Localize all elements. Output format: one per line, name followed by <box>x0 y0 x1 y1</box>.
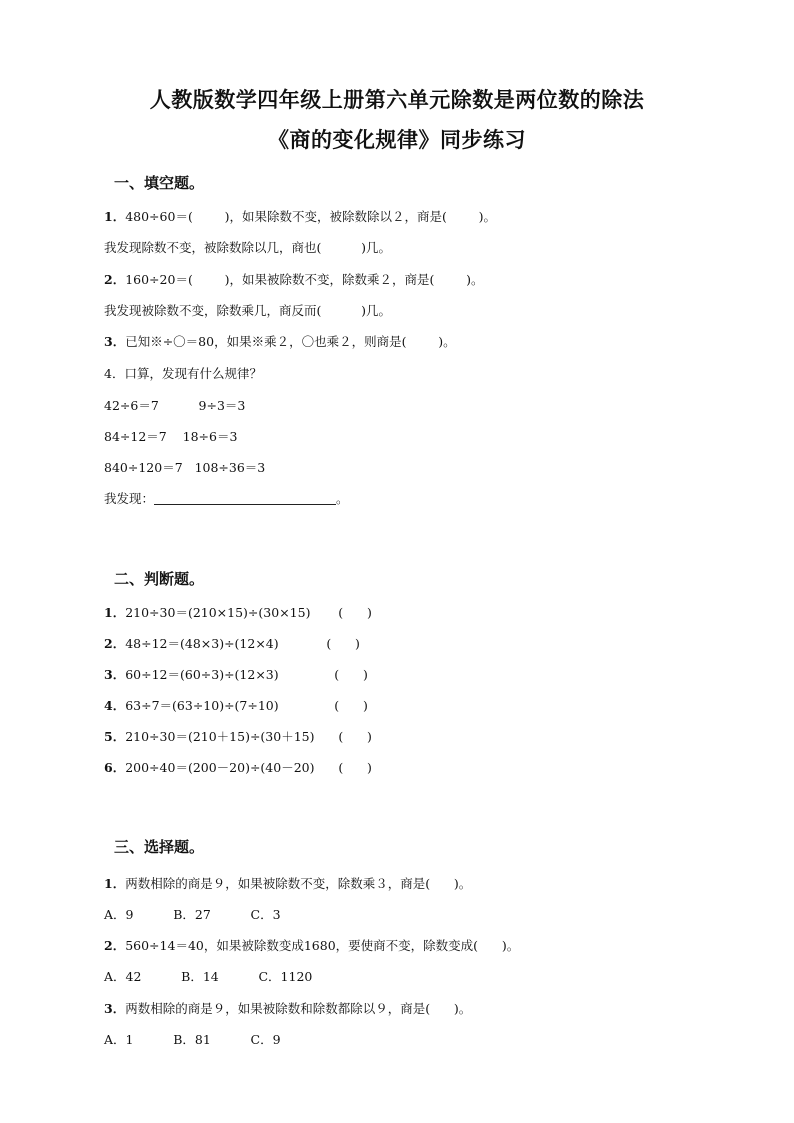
judge-item-2 <box>104 634 360 652</box>
question-number: 3． <box>104 334 126 349</box>
question-number: 3． <box>104 667 126 682</box>
question-text: 560÷14＝40，如果被除数变成1680，要使商不变，除数变成( )。 <box>125 938 520 953</box>
question-text: 两数相除的商是９，如果被除数不变，除数乘３，商是( )。 <box>125 876 472 891</box>
question-number: 6． <box>104 760 126 775</box>
answer-blank <box>154 492 336 505</box>
choice-options-3: A．1 B．81 C．9 <box>104 1032 281 1047</box>
question-text: 60÷12＝(60÷3)÷(12×3) ( ) <box>125 667 368 682</box>
choice-options-1: A．9 B．27 C．3 <box>104 907 281 922</box>
question-text: 200÷40＝(200－20)÷(40－20) ( ) <box>125 760 372 775</box>
calc-row-3: 840÷120＝7 108÷36＝3 <box>104 460 266 475</box>
calc-row-1: 42÷6＝7 9÷3＝3 <box>104 398 246 413</box>
found-label: 我发现： <box>104 491 155 506</box>
question-text: 63÷7＝(63÷10)÷(7÷10) ( ) <box>125 698 368 713</box>
section-heading-fill: 一、填空题。 <box>114 174 205 192</box>
question-number: 5． <box>104 729 126 744</box>
section-heading-choice: 三、选择题。 <box>114 838 205 856</box>
choice-question-2 <box>104 936 519 954</box>
section-heading-judge: 二、判断题。 <box>114 570 205 588</box>
calc-row-2: 84÷12＝7 18÷6＝3 <box>104 429 238 444</box>
fill-question-3 <box>104 332 456 350</box>
judge-item-5 <box>104 727 372 745</box>
question-text: 210÷30＝(210＋15)÷(30＋15) ( ) <box>125 729 372 744</box>
fill-question-2 <box>104 270 484 288</box>
worksheet-title-line1: 人教版数学四年级上册第六单元除数是两位数的除法 <box>149 87 645 112</box>
found-end: 。 <box>336 491 349 506</box>
question-text: 480÷60＝( )，如果除数不变，被除数除以２，商是( )。 <box>125 209 497 224</box>
choice-options-2: A．42 B．14 C．1120 <box>104 969 313 984</box>
question-number: 2． <box>104 636 126 651</box>
fill-question-4: 4．口算，发现有什么规律？ <box>104 366 262 381</box>
fill-question-2-followup: 我发现被除数不变，除数乘几，商反而( )几。 <box>104 303 391 318</box>
judge-item-6 <box>104 758 372 776</box>
judge-item-4 <box>104 696 368 714</box>
question-number: 3． <box>104 1001 126 1016</box>
fill-question-1-followup: 我发现除数不变，被除数除以几，商也( )几。 <box>104 240 391 255</box>
question-number: 2． <box>104 272 126 287</box>
choice-question-1 <box>104 874 471 892</box>
judge-item-1 <box>104 603 372 621</box>
question-text: 160÷20＝( )，如果被除数不变，除数乘２，商是( )。 <box>125 272 484 287</box>
worksheet-title-line2: 《商的变化规律》同步练习 <box>268 127 526 152</box>
choice-question-3 <box>104 999 471 1017</box>
question-number: 1． <box>104 605 126 620</box>
question-number: 1． <box>104 876 126 891</box>
fill-question-1 <box>104 207 496 225</box>
question-text: 210÷30＝(210×15)÷(30×15) ( ) <box>125 605 372 620</box>
question-number: 1． <box>104 209 126 224</box>
judge-item-3 <box>104 665 368 683</box>
question-text: 48÷12＝(48×3)÷(12×4) ( ) <box>125 636 360 651</box>
question-number: 2． <box>104 938 126 953</box>
question-number: 4． <box>104 698 126 713</box>
question-text: 已知※÷〇＝80，如果※乘２，〇也乘２，则商是( )。 <box>125 334 456 349</box>
found-line <box>104 489 349 507</box>
question-text: 两数相除的商是９，如果被除数和除数都除以９，商是( )。 <box>125 1001 472 1016</box>
